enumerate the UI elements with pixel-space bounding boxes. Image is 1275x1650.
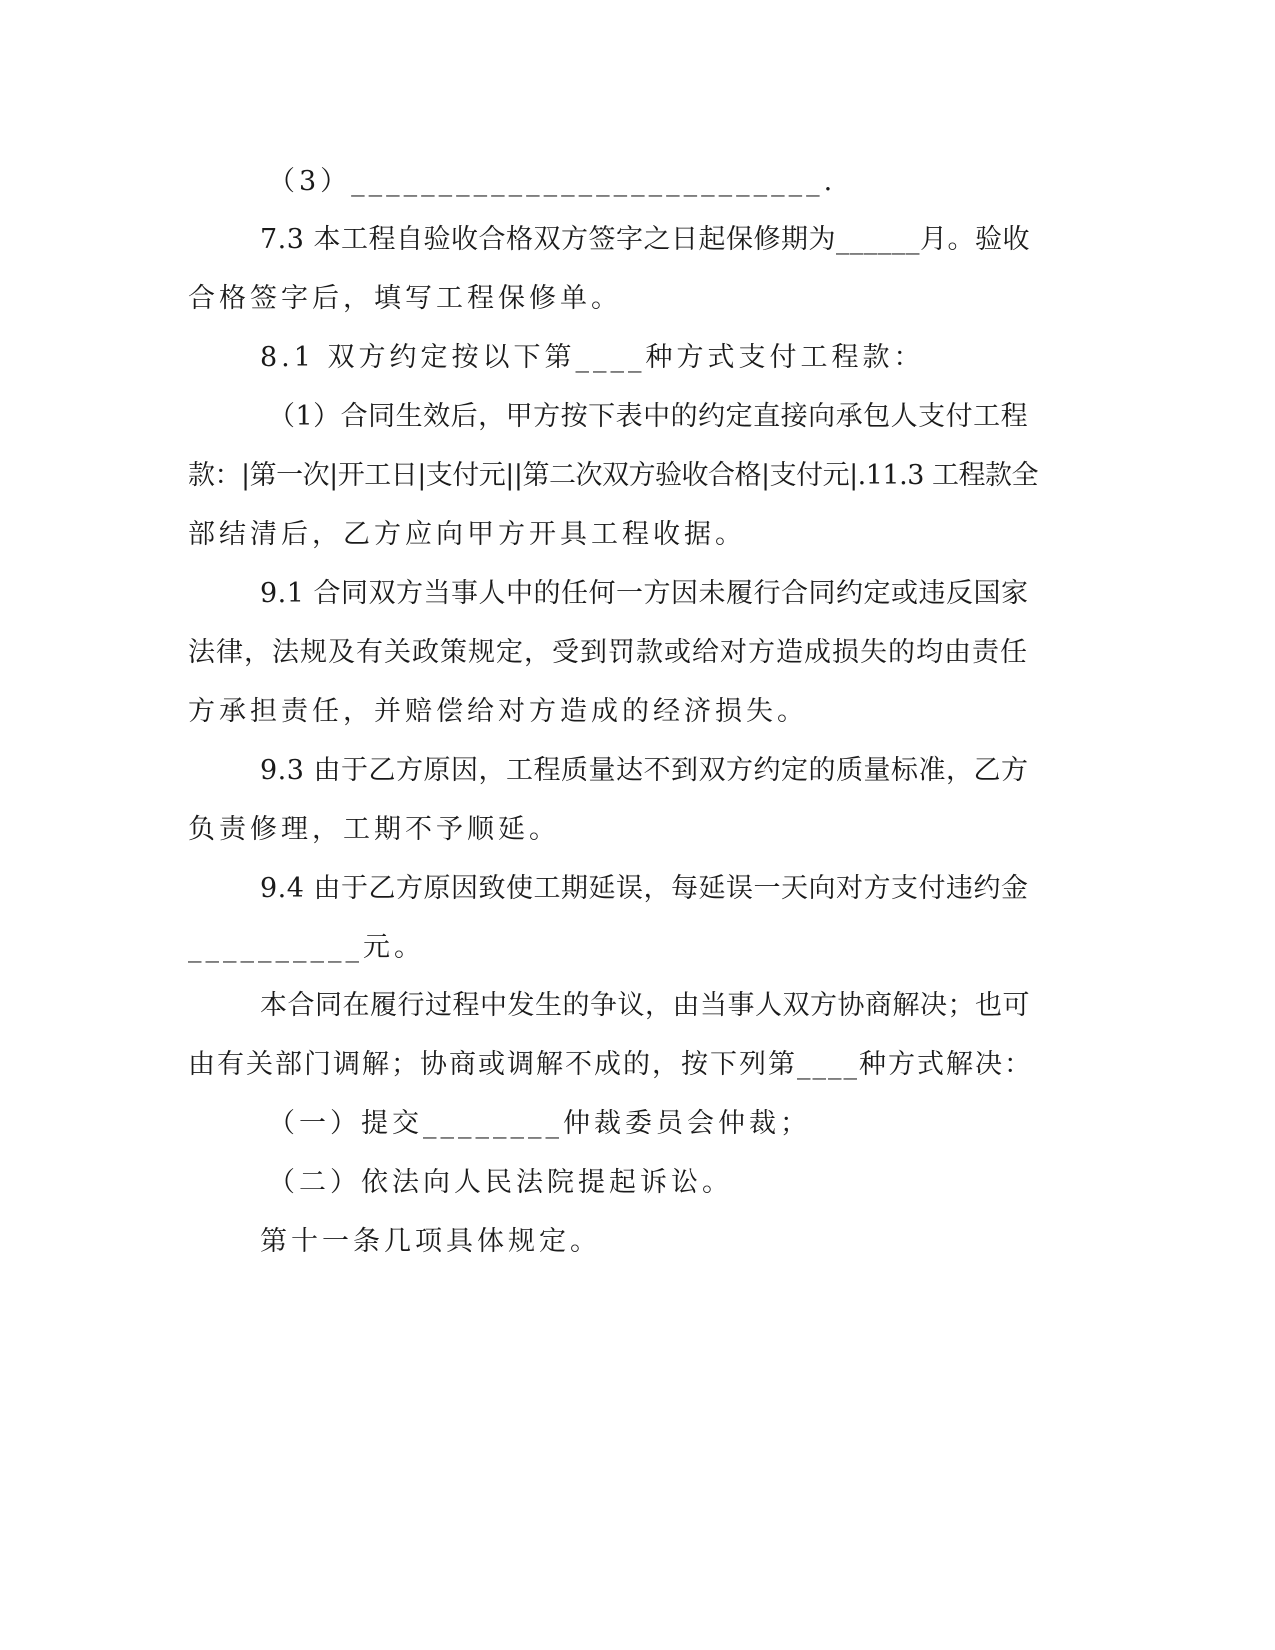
clause-9-1-line-1: 9.1 合同双方当事人中的任何一方因未履行合同约定或违反国家 <box>260 578 1029 609</box>
clause-8-1-item-1-line-3: 部结清后，乙方应向甲方开具工程收据。 <box>188 519 746 550</box>
clause-7-3-line-1: 7.3 本工程自验收合格双方签字之日起保修期为______月。验收 <box>260 224 1031 255</box>
dispute-option-2: （二）依法向人民法院提起诉讼。 <box>268 1167 733 1198</box>
clause-9-3-line-1: 9.3 由于乙方原因，工程质量达不到双方约定的质量标准，乙方 <box>260 755 1029 786</box>
dispute-option-1: （一）提交________仲裁委员会仲裁； <box>268 1108 811 1139</box>
clause-9-1-line-2: 法律，法规及有关政策规定，受到罚款或给对方造成损失的均由责任 <box>188 637 1028 668</box>
clause-7-2-item-3: （3）___________________________. <box>268 166 837 197</box>
article-11-heading: 第十一条几项具体规定。 <box>260 1226 601 1257</box>
clause-9-1-line-3: 方承担责任，并赔偿给对方造成的经济损失。 <box>188 696 808 727</box>
clause-9-3-line-2: 负责修理，工期不予顺延。 <box>188 814 560 845</box>
dispute-clause-line-1: 本合同在履行过程中发生的争议，由当事人双方协商解决；也可 <box>260 990 1030 1021</box>
dispute-clause-line-2: 由有关部门调解；协商或调解不成的，按下列第____种方式解决： <box>188 1049 1033 1080</box>
clause-7-3-line-2: 合格签字后，填写工程保修单。 <box>188 283 622 314</box>
clause-8-1-item-1-line-2: 款：|第一次|开工日|支付元||第二次双方验收合格|支付元|.11.3 工程款全 <box>188 460 1038 491</box>
clause-8-1-item-1-line-1: （1）合同生效后，甲方按下表中的约定直接向承包人支付工程 <box>268 401 1029 432</box>
clause-9-4-line-2: __________元。 <box>188 932 425 963</box>
clause-8-1: 8.1 双方约定按以下第____种方式支付工程款： <box>260 342 925 373</box>
clause-9-4-line-1: 9.4 由于乙方原因致使工期延误，每延误一天向对方支付违约金 <box>260 873 1029 904</box>
